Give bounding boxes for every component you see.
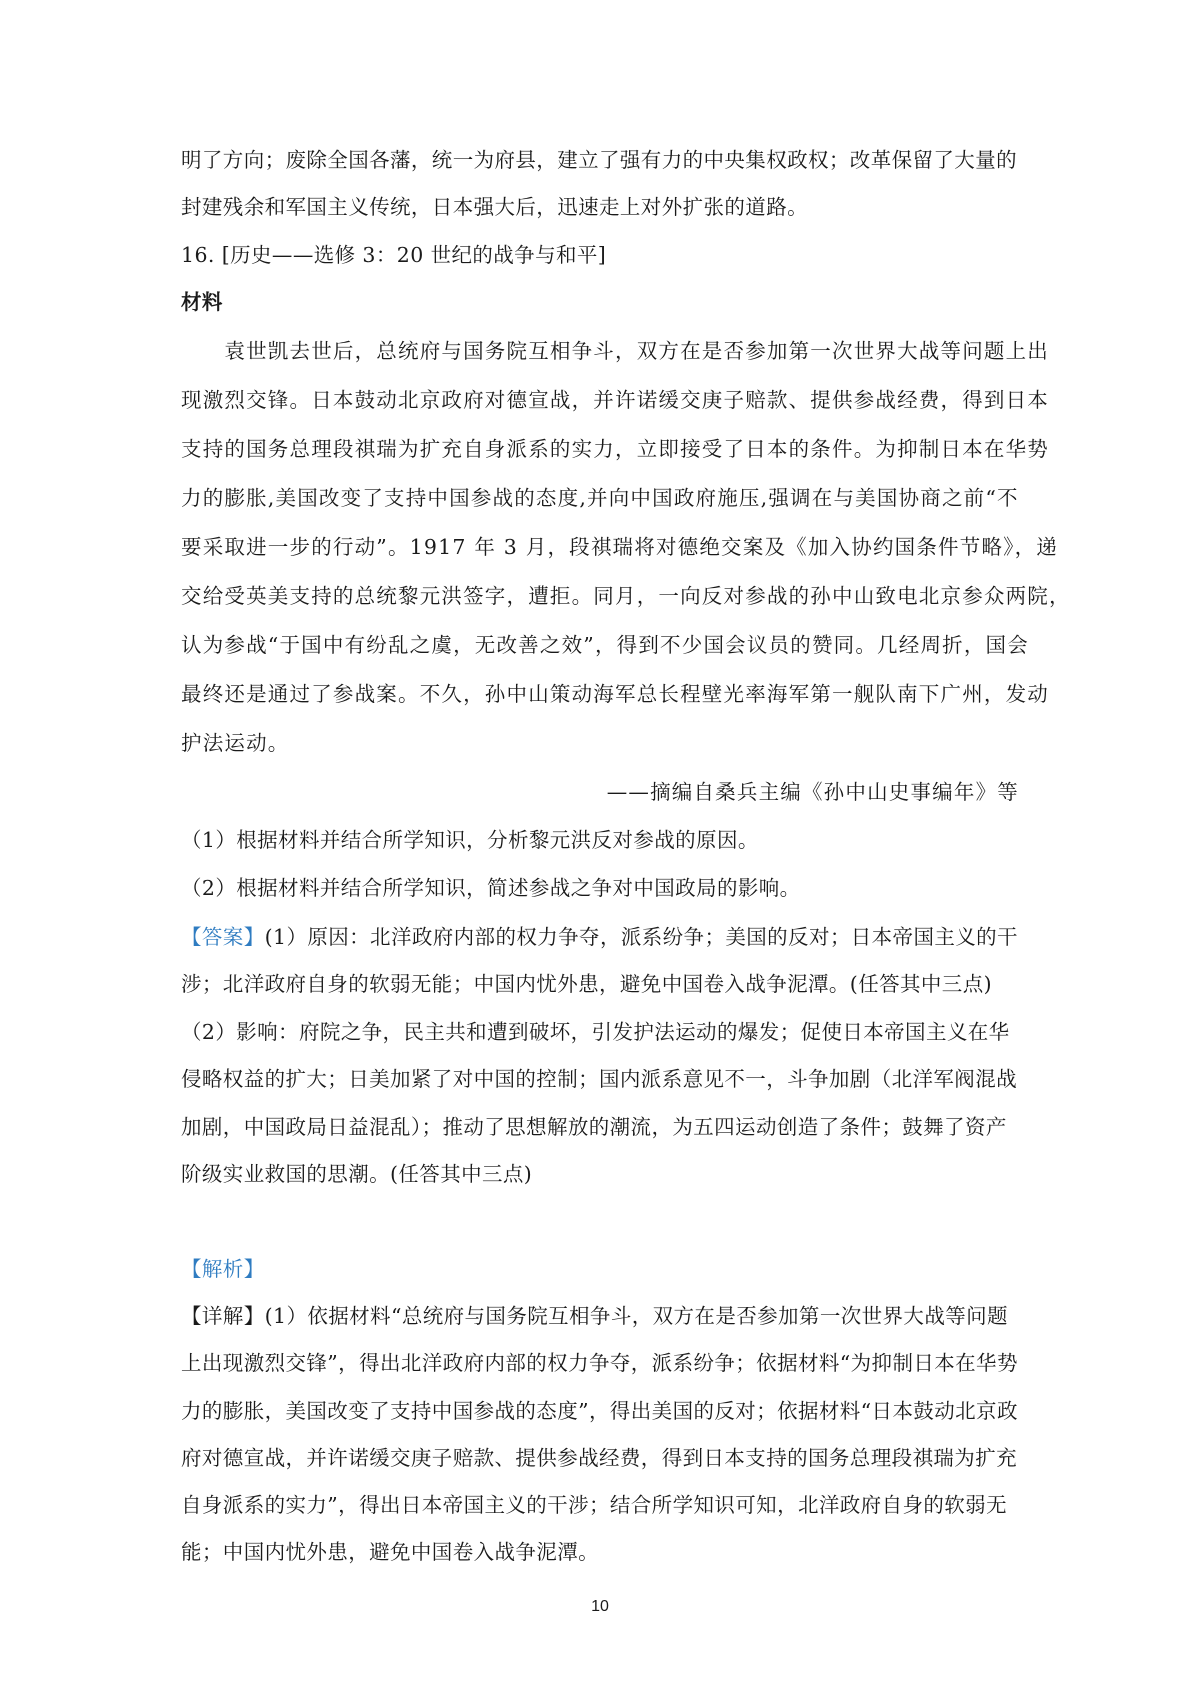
- detail-line: 力的膨胀，美国改变了支持中国参战的态度”，得出美国的反对；依据材料“日本鼓动北京政: [181, 1399, 1018, 1423]
- analysis-tag: 【解析】: [181, 1257, 265, 1281]
- material-line: 护法运动。: [181, 731, 290, 755]
- material-line: 交给受英美支持的总统黎元洪签字，遭拒。同月，一向反对参战的孙中山致电北京参众两院，: [181, 584, 1071, 608]
- material-line: 袁世凯去世后，总统府与国务院互相争斗，双方在是否参加第一次世界大战等问题上出: [181, 339, 1049, 363]
- question-item: （2）根据材料并结合所学知识，简述参战之争对中国政局的影响。: [181, 876, 801, 900]
- answer-text: (1）原因：北洋政府内部的权力争夺，派系纷争；美国的反对；日本帝国主义的干: [264, 925, 1018, 949]
- material-line: 力的膨胀,美国改变了支持中国参战的态度,并向中国政府施压,强调在与美国协商之前“不: [181, 486, 1019, 510]
- detail-text: (1）依据材料“总统府与国务院互相争斗，双方在是否参加第一次世界大战等问题: [264, 1304, 1008, 1328]
- detail-line: 自身派系的实力”，得出日本帝国主义的干涉；结合所学知识可知，北洋政府自身的软弱无: [181, 1493, 1007, 1517]
- answer-line: [181, 920, 1018, 950]
- detail-line: 府对德宣战，并许诺缓交庚子赔款、提供参战经费，得到日本支持的国务总理段祺瑞为扩充: [181, 1446, 1017, 1470]
- source-citation: ——摘编自桑兵主编《孙中山史事编年》等: [606, 780, 1019, 804]
- continued-line: 明了方向；废除全国各藩，统一为府县，建立了强有力的中央集权政权；改革保留了大量的: [181, 148, 1017, 172]
- question-title: 16. [历史——选修 3：20 世纪的战争与和平]: [181, 243, 607, 267]
- detail-tag: 【详解】: [181, 1304, 265, 1328]
- material-line: 最终还是通过了参战案。不久，孙中山策动海军总长程壁光率海军第一舰队南下广州，发动: [181, 682, 1049, 706]
- material-line: 认为参战“于国中有纷乱之虞，无改善之效”，得到不少国会议员的赞同。几经周折，国会: [181, 633, 1029, 657]
- answer-line: 加剧，中国政局日益混乱）；推动了思想解放的潮流，为五四运动创造了条件；鼓舞了资产: [181, 1115, 1007, 1139]
- detail-line: 能；中国内忧外患，避免中国卷入战争泥潭。: [181, 1540, 599, 1564]
- answer-line: （2）影响：府院之争，民主共和遭到破坏，引发护法运动的爆发；促使日本帝国主义在华: [181, 1020, 1010, 1044]
- answer-line: 阶级实业救国的思潮。(任答其中三点): [181, 1162, 533, 1186]
- continued-line: 封建残余和军国主义传统，日本强大后，迅速走上对外扩张的道路。: [181, 195, 808, 219]
- material-line: 要采取进一步的行动”。1917 年 3 月，段祺瑞将对德绝交案及《加入协约国条件节略》，递: [181, 535, 1058, 559]
- material-line: 现激烈交锋。日本鼓动北京政府对德宣战，并许诺缓交庚子赔款、提供参战经费，得到日本: [181, 388, 1049, 412]
- material-label: 材料: [181, 290, 223, 314]
- detail-line: 上出现激烈交锋”，得出北洋政府内部的权力争夺，派系纷争；依据材料“为抑制日本在华势: [181, 1351, 1018, 1375]
- answer-line: 涉；北洋政府自身的软弱无能；中国内忧外患，避免中国卷入战争泥潭。(任答其中三点): [181, 972, 992, 996]
- answer-line: 侵略权益的扩大；日美加紧了对中国的控制；国内派系意见不一，斗争加剧（北洋军阀混战: [181, 1067, 1017, 1091]
- page-number: 10: [591, 1598, 609, 1615]
- material-line: 支持的国务总理段祺瑞为扩充自身派系的实力，立即接受了日本的条件。为抑制日本在华势: [181, 437, 1049, 461]
- detail-line: [181, 1299, 1008, 1329]
- question-item: （1）根据材料并结合所学知识，分析黎元洪反对参战的原因。: [181, 828, 759, 852]
- answer-tag: 【答案】: [181, 925, 265, 949]
